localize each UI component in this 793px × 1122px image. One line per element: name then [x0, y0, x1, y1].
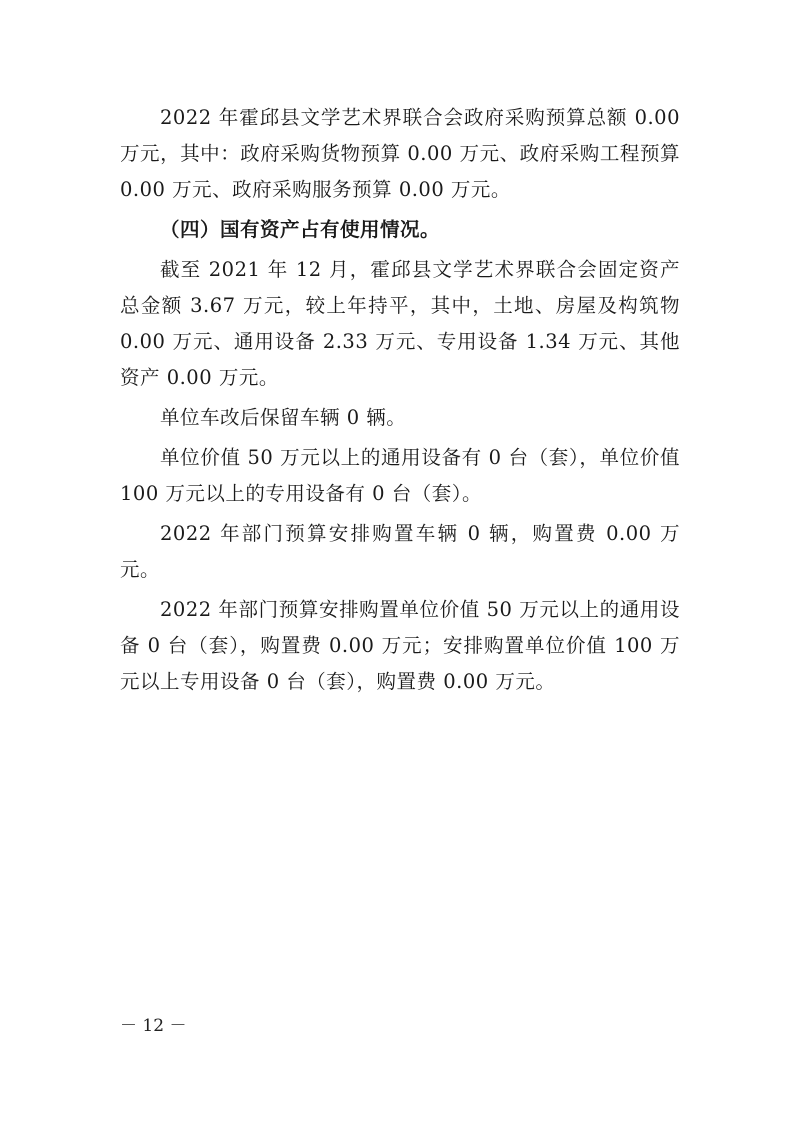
- paragraph-procurement-budget: 2022 年霍邱县文学艺术界联合会政府采购预算总额 0.00 万元，其中：政府采购货物预算 0.00 万元、政府采购工程预算 0.00 万元、政府采购服务预算 0.00 万元。: [120, 106, 680, 201]
- paragraph-equipment-purchase: 2022 年部门预算安排购置单位价值 50 万元以上的通用设备 0 台（套），购置费 0.00 万元；安排购置单位价值 100 万元以上专用设备 0 台（套），购置费 0.00 万元。: [120, 598, 680, 693]
- paragraph-vehicle-purchase: 2022 年部门预算安排购置车辆 0 辆，购置费 0.00 万元。: [120, 522, 680, 581]
- paragraph-fixed-assets: 截至 2021 年 12 月，霍邱县文学艺术界联合会固定资产总金额 3.67 万元，较上年持平，其中，土地、房屋及构筑物 0.00 万元、通用设备 2.33 万元、专用设备 1.34 万元、其他资产 0.00 万元。: [120, 258, 680, 389]
- section-heading-state-assets: （四）国有资产占有使用情况。: [160, 218, 441, 241]
- paragraph-vehicles-retained: 单位车改后保留车辆 0 辆。: [160, 406, 407, 429]
- page-number: － 12 －: [120, 1016, 187, 1036]
- document-body: [120, 100, 680, 700]
- paragraph-equipment-counts: 单位价值 50 万元以上的通用设备有 0 台（套），单位价值 100 万元以上的专用设备有 0 台（套）。: [120, 446, 680, 505]
